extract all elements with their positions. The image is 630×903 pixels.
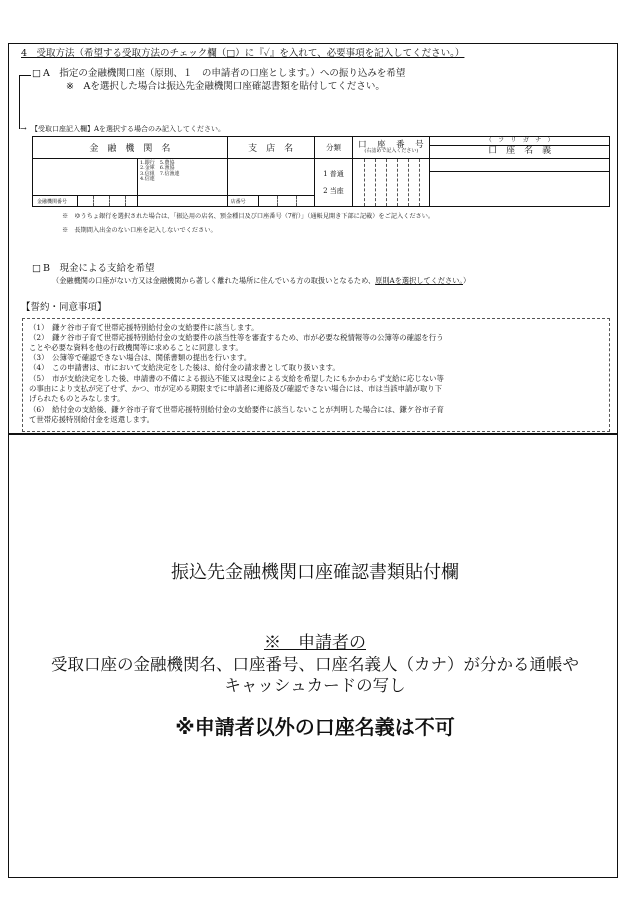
- attach-warning: ※申請者以外の口座名義は不可: [175, 715, 455, 739]
- header-account-number: 口 座 番 号 (右詰めで記入ください): [353, 137, 430, 159]
- bank-type-3: 3.信組 7.信漁連: [140, 170, 180, 177]
- pledge-line-6: （5） 市が支給決定をした後、申請書の不備による振込不能又は現金による支給を希望したにもかかわらず支給に応じない等: [29, 374, 444, 383]
- pledge-line-10: て世帯応援特別給付金を返還します。: [29, 415, 155, 424]
- pledge-line-7: の事由により支払が完了せず、かつ、市が定める期限までに申請者に連絡及び確認できない場合には、市は当該申請が取り下: [29, 384, 442, 393]
- bank-type-2: 2.金庫 6.漁協: [140, 165, 175, 172]
- attach-applicant-label: ※ 申請者の: [264, 633, 366, 653]
- account-table: [32, 136, 610, 207]
- pledge-line-8: げられたものとみなします。: [29, 394, 125, 403]
- note-dormant: ※ 長期間入出金のない口座を記入しないでください。: [62, 227, 217, 234]
- bank-name-field[interactable]: [33, 159, 228, 207]
- header-bank-name: 金 融 機 関 名: [33, 137, 228, 159]
- account-type-field[interactable]: [314, 159, 353, 207]
- bank-code-label: 金融機関番号: [37, 199, 68, 205]
- account-name-field[interactable]: [430, 159, 610, 207]
- attach-line-1: 受取口座の金融機関名、口座番号、口座名義人（カナ）が分かる通帳や: [51, 655, 579, 674]
- note-yucho: ※ ゆうちょ銀行を選択された場合は、「振込用の店名、預金種目及び口座番号（7桁）」（通帳見開き下部に記載）をご記入ください。: [62, 213, 435, 220]
- attach-line-2: キャッシュカードの写し: [224, 676, 406, 695]
- option-b-note-underlined: 原則Aを選択してください。: [375, 276, 463, 285]
- option-b-note: （金融機関の口座がない方又は金融機関から著しく離れた場所に住んでいる方の取扱いとなるため、原則Aを選択してください。）: [52, 276, 471, 285]
- pledge-line-5: （4） この申請書は、市において支給決定をした後は、給付金の請求書として取り扱います。: [29, 363, 340, 372]
- pledge-line-9: （6） 給付金の支給後、鎌ケ谷市子育て世帯応援特別給付金の支給要件に該当しないことが判明した場合には、鎌ケ谷市子育: [29, 405, 444, 414]
- option-a-checkbox[interactable]: □: [32, 68, 41, 79]
- pledge-line-1: （1） 鎌ケ谷市子育て世帯応援特別給付金の支給要件に該当します。: [29, 323, 259, 332]
- option-a-note: ※ Aを選択した場合は振込先金融機関口座確認書類を貼付してください。: [66, 81, 385, 92]
- option-a-label: A 指定の金融機関口座（原則、１ の申請者の口座とします。）への振り込みを希望: [43, 68, 406, 79]
- bracket-line: [19, 75, 20, 129]
- type-ordinary[interactable]: 1 普通: [323, 169, 344, 178]
- pledge-line-3: ことや必要な資料を他の行政機関等に求めることに同意します。: [29, 343, 243, 352]
- arrow-icon: →: [20, 124, 27, 133]
- bracket-top: [19, 75, 31, 76]
- account-number-field[interactable]: [353, 159, 430, 207]
- branch-code-label: 店番号: [230, 199, 246, 205]
- pledge-line-2: （2） 鎌ケ谷市子育て世帯応援特別給付金の支給要件の該当性等を審査するため、市が必要な税情報等の公簿等の確認を行う: [29, 333, 444, 342]
- attach-title: 振込先金融機関口座確認書類貼付欄: [171, 562, 459, 583]
- pledge-box: [22, 318, 610, 432]
- header-branch-name: 支 店 名: [227, 137, 314, 159]
- bank-type-4: 4.信連: [140, 175, 155, 182]
- header-account-name: （ フ リ ガ ナ ） 口 座 名 義: [430, 137, 610, 159]
- option-b-label: B 現金による支給を希望: [43, 263, 155, 274]
- type-current[interactable]: 2 当座: [323, 186, 344, 195]
- section-4-title: 4 受取方法（希望する受取方法のチェック欄（□）に『✓』を入れて、必要事項を記入してください。）: [21, 48, 465, 59]
- option-b-checkbox[interactable]: □: [32, 263, 41, 274]
- pledge-line-4: （3） 公簿等で確認できない場合は、関係書類の提出を行います。: [29, 353, 252, 362]
- pledge-heading: 【誓約・同意事項】: [21, 302, 107, 313]
- header-type: 分類: [314, 137, 353, 159]
- bank-type-1: 1.銀行 5.農協: [140, 160, 175, 166]
- account-entry-label: 【受取口座記入欄】Aを選択する場合のみ記入してください。: [31, 125, 226, 133]
- branch-name-field[interactable]: [227, 159, 314, 207]
